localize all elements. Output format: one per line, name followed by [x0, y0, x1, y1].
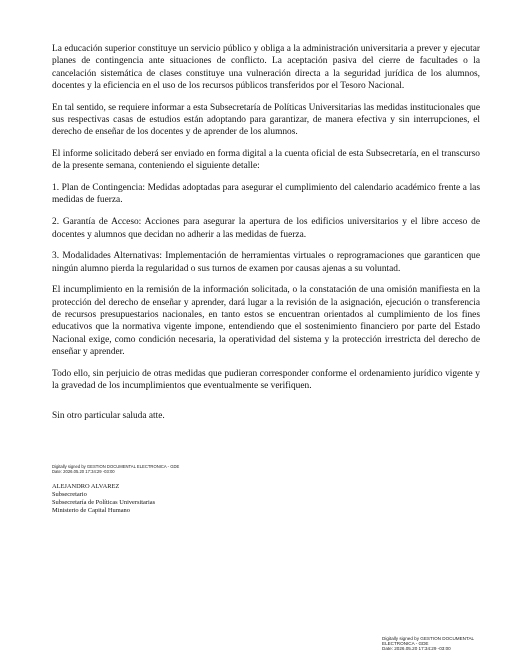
closing-line: Sin otro particular saluda atte.: [52, 411, 165, 421]
signer-ministry: Ministerio de Capital Humano: [52, 507, 130, 515]
signer-block: [52, 483, 155, 515]
paragraph-report-instructions: El informe solicitado deberá ser enviado en forma digital a la cuenta oficial de esta Subsecretaría, en el transcurso de la presente semana, conteniendo el siguiente detalle:: [52, 149, 480, 172]
list-item-alternative-modalities: 3. Modalidades Alternativas: Implementación de herramientas virtuales o reprogramaciones que garanticen que ningún alumno pierda la regularidad o sus turnos de examen por causas ajenas a su voluntad.: [52, 251, 480, 274]
signer-office: Subsecretaría de Políticas Universitarias: [52, 499, 156, 507]
paragraph-intro: La educación superior constituye un servicio público y obliga a la administración universitaria a prever y ejecutar planes de contingencia ante situaciones de conflicto. La aceptación pasiva del cierre de facultades o la cancelación sistemática de clases constituye una vulneración directa a la seguridad jurídica de los alumnos, docentes y la eficiencia en el uso de los recursos públicos transferidos por el Tesoro Nacional.: [52, 44, 480, 91]
paragraph-noncompliance: El incumplimiento en la remisión de la información solicitada, o la constatación de una omisión manifiesta en la protección del derecho de enseñar y aprender, dará lugar a la revisión de la asignación, ejecución o transferencia de recursos presupuestarios nacionales, en tanto estos se encuentran orientados al cumplimiento de los fines educativos que la normativa vigente impone, entendiendo que el sostenimiento financiero por parte del Estado Nacional exige, como condición necesaria, la operatividad del sistema y la protección irrestricta del derecho de enseñar y aprender.: [52, 285, 480, 357]
list-item-access-guarantee: 2. Garantía de Acceso: Acciones para asegurar la apertura de los edificios universitarios y el libre acceso de docentes y alumnos que decidan no adherir a las medidas de fuerza.: [52, 217, 480, 240]
paragraph-request: En tal sentido, se requiere informar a esta Subsecretaría de Políticas Universitarias las medidas institucionales que sus respectivas casas de estudios están adoptando para garantizar, de manera efectiva y sin interrupciones, el derecho de enseñar de los docentes y de aprender de los alumnos.: [52, 102, 480, 138]
footer-stamp-line1: Digitally signed by GESTION DOCUMENTAL: [382, 636, 475, 641]
footer-stamp-line2: ELECTRONICA - GDE: [382, 641, 429, 647]
signer-title: Subsecretario: [52, 491, 87, 499]
footer-stamp-date: Date: 2026.05.20 17:34:29 -03:00: [382, 646, 451, 652]
signature-stamp-line: Digitally signed by GESTION DOCUMENTAL ELECTRONICA - GDE: [52, 464, 180, 469]
paragraph-other-measures: Todo ello, sin perjuicio de otras medidas que pudieran corresponder conforme el ordenamiento jurídico vigente y la gravedad de los incumplimientos que eventualmente se verifiquen.: [52, 368, 480, 392]
digital-signature-stamp: [52, 464, 179, 474]
signer-name: ALEJANDRO ALVAREZ: [52, 483, 120, 490]
signature-stamp-date: Date: 2026.05.20 17:34:29 -03:00: [52, 469, 115, 474]
footer-signature-stamp: [382, 636, 474, 652]
list-item-contingency-plan: 1. Plan de Contingencia: Medidas adoptadas para asegurar el cumplimiento del calendario académico frente a las medidas de fuerza.: [52, 183, 480, 206]
document-body: [52, 43, 480, 402]
